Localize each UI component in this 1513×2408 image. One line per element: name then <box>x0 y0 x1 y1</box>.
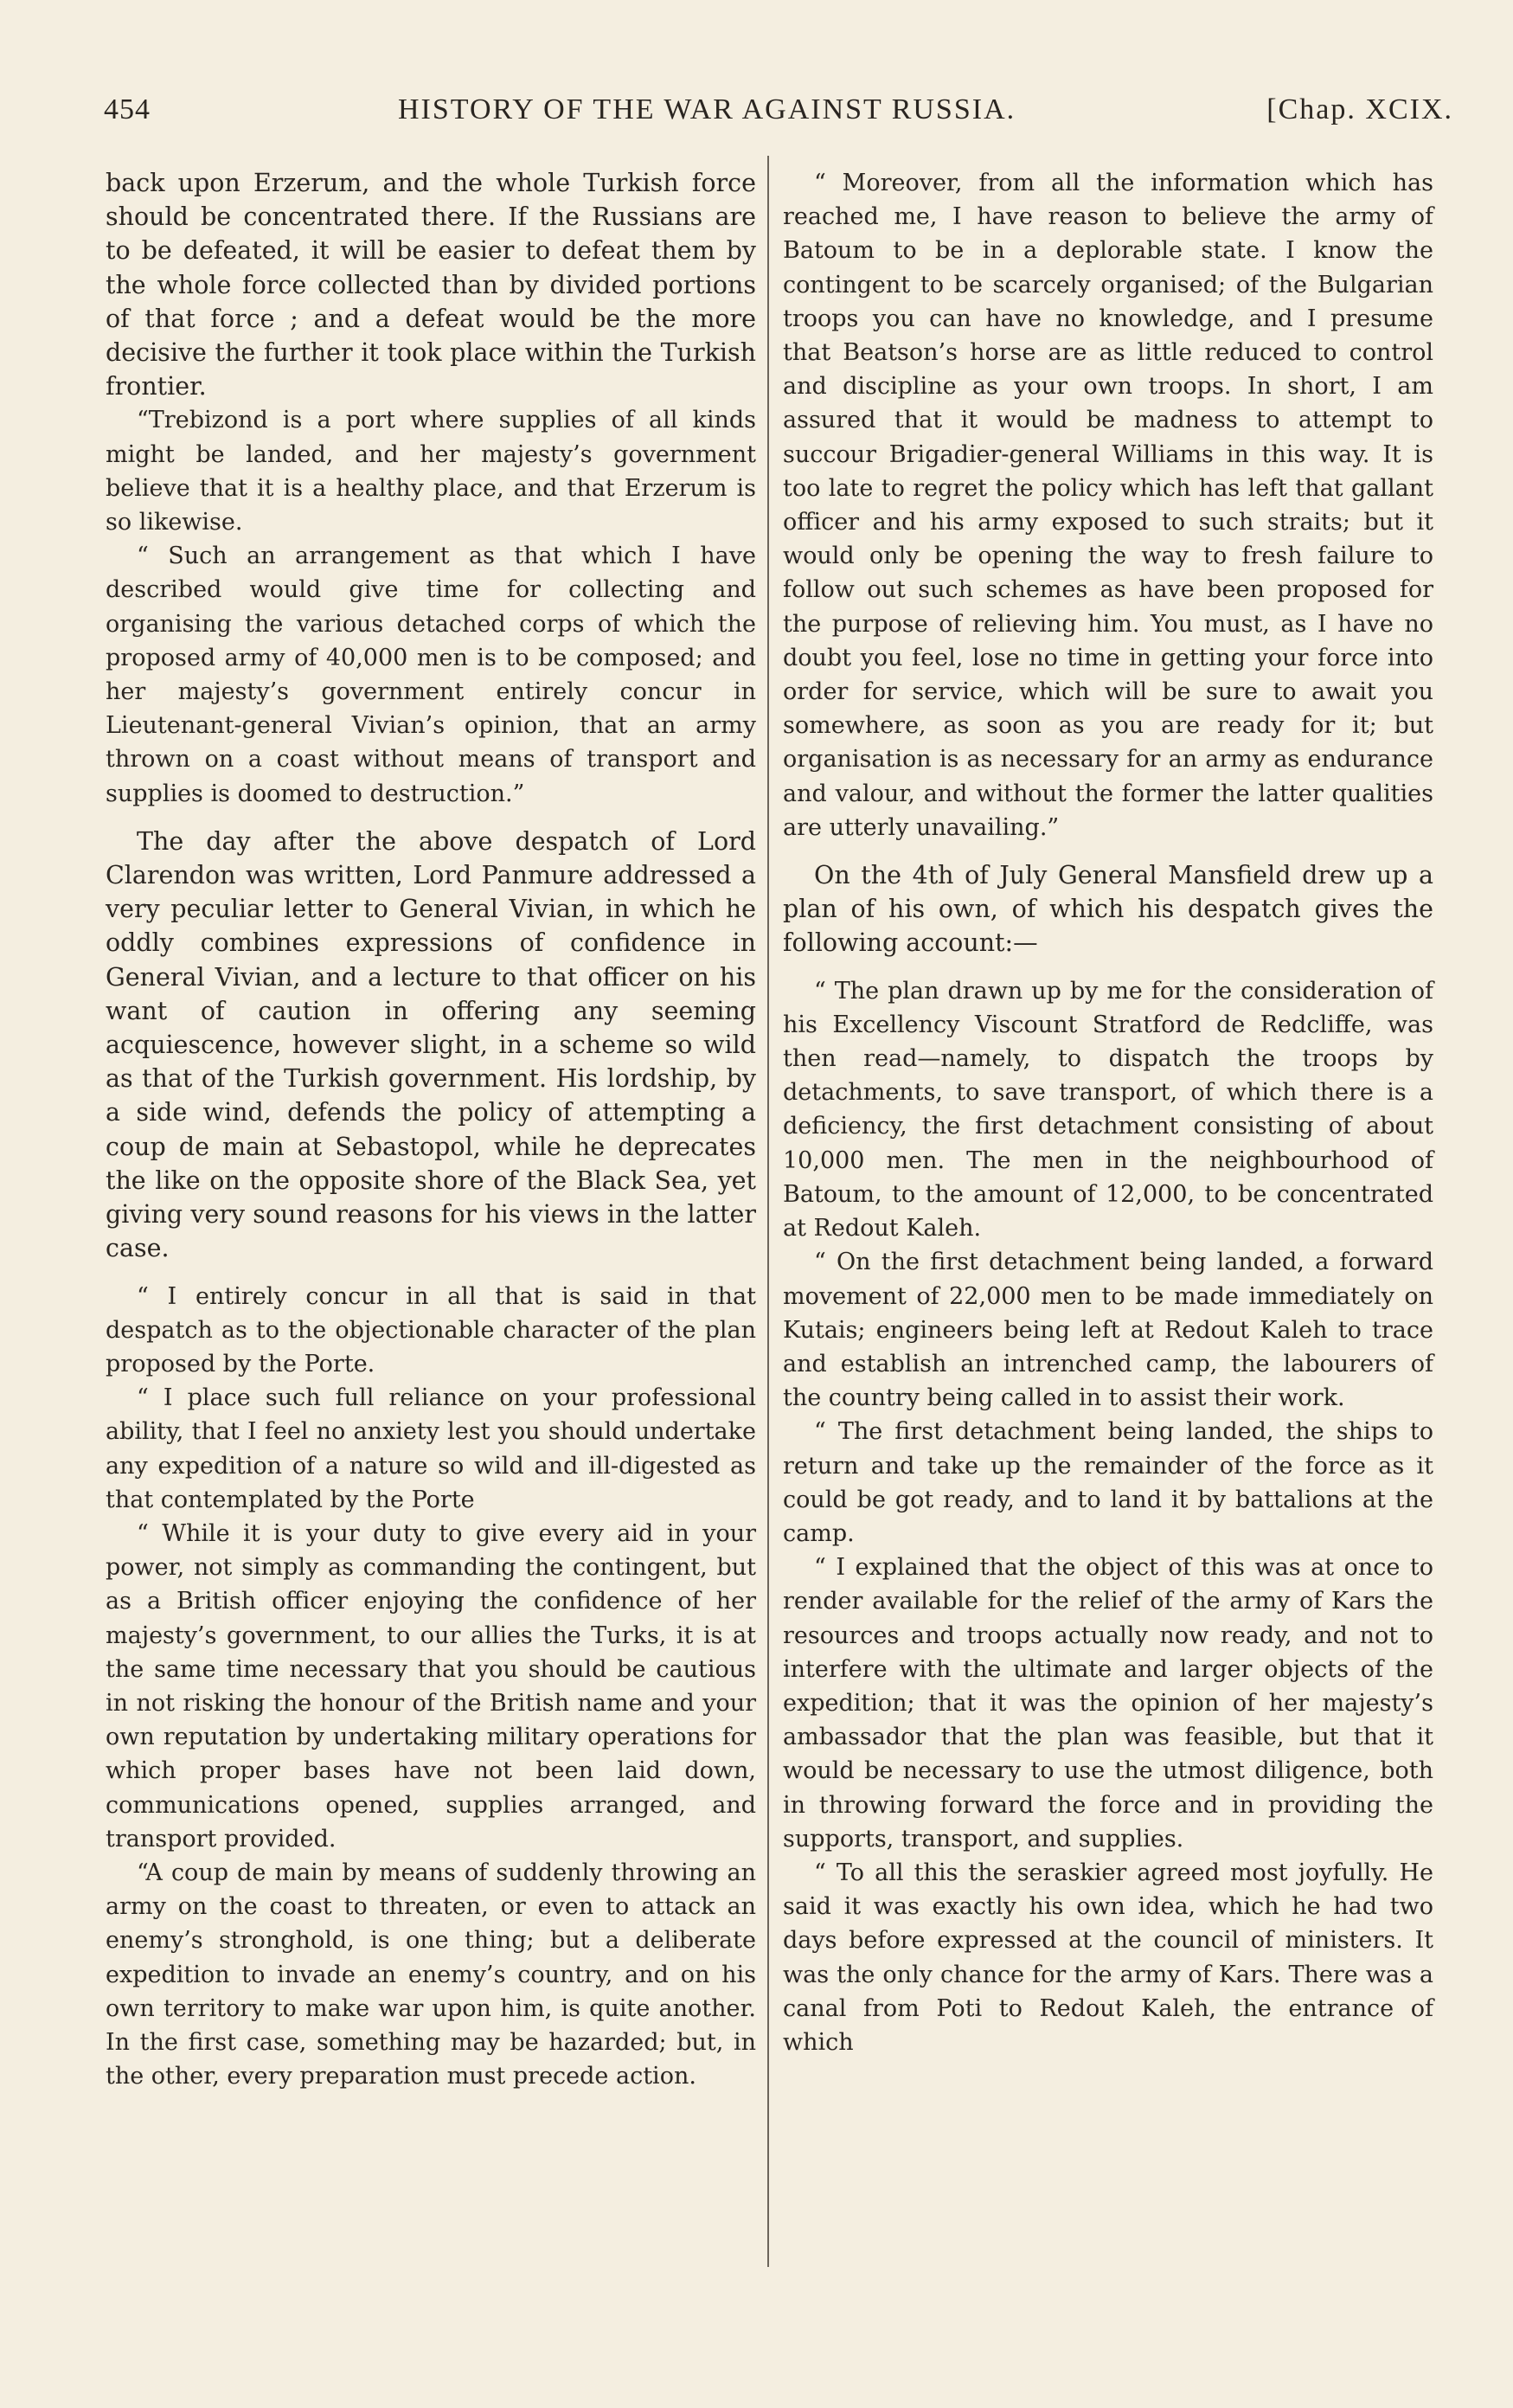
paragraph: “ I entirely concur in all that is said in that despatch as to the objectionable character of the plan proposed by the Porte. <box>106 1282 756 1377</box>
paragraph: “ While it is your duty to give every aid in your power, not simply as commanding the contingent, but as a British officer enjoying the confidence of her majesty’s government, to our allies the Turks, it is at the same time necessary that you should be cautious in not risking the honour of the British name and your own reputation by undertaking military operations for which proper bases have not been laid down, communications opened, supplies arranged, and transport provided. <box>106 1519 756 1853</box>
paragraph: “A coup de main by means of suddenly throwing an army on the coast to threaten, or even to attack an enemy’s stronghold, is one thing; but a deliberate expedition to invade an enemy’s country, and on his own territory to make war upon him, is quite another. In the first case, something may be hazarded; but, in the other, every preparation must precede action. <box>106 1859 756 2090</box>
paragraph: On the 4th of July General Mansfield drew up a plan of his own, of which his despatch gives the following account:— <box>783 861 1433 958</box>
paragraph: “ I place such full reliance on your professional ability, that I feel no anxiety lest you should undertake any expedition of a nature so wild and ill-digested as that contemplated by the Porte <box>106 1384 756 1513</box>
paragraph: The day after the above despatch of Lord Clarendon was written, Lord Panmure addressed a very peculiar letter to General Vivian, in which he oddly combines expressions of confidence in General Vivian, and a lecture to that officer on his want of caution in offering any seeming acquiescence, however slight, in a scheme so wild as that of the Turkish government. His lordship, by a side wind, defends the policy of attempting a coup de main at Sebastopol, while he deprecates the like on the opposite shore of the Black Sea, yet giving very sound reasons for his views in the latter case. <box>106 826 756 1263</box>
chapter-label: [Chap. XCIX. <box>1266 93 1453 125</box>
paragraph: “ I explained that the object of this was at once to render available for the relief of the army of Kars the resources and troops actually now ready, and not to interfere with the ultimate and larger objects of the expedition; that it was the opinion of her majesty’s ambassador that the plan was feasible, but that it would be necessary to use the utmost diligence, both in throwing forward the force and in providing the supports, transport, and supplies. <box>783 1554 1433 1853</box>
left-column <box>106 166 756 2093</box>
paragraph: “ Moreover, from all the information which has reached me, I have reason to believe the army of Batoum to be in a deplorable state. I know the contingent to be scarcely organised; of the Bulgarian troops you can have no knowledge, and I presume that Beatson’s horse are as little reduced to control and discipline as your own troops. In short, I am assured that it would be madness to attempt to succour Brigadier-general Williams in this way. It is too late to regret the policy which has left that gallant officer and his army exposed to such straits; but it would only be opening the way to fresh failure to follow out such schemes as have been proposed for the purpose of relieving him. You must, as I have no doubt you feel, lose no time in getting your force into order for service, which will be sure to await you somewhere, as soon as you are ready for it; but organisation is as necessary for an army as endurance and valour, and without the former the latter qualities are utterly unavailing.” <box>783 170 1433 841</box>
paragraph: “ To all this the seraskier agreed most joyfully. He said it was exactly his own idea, which he had two days before expressed at the council of ministers. It was the only chance for the army of Kars. There was a canal from Poti to Redout Kaleh, the entrance of which <box>783 1859 1433 2056</box>
right-column <box>783 166 1433 2059</box>
page-number: 454 <box>104 93 151 125</box>
paragraph: “ The plan drawn up by me for the consideration of his Excellency Viscount Stratford de Redcliffe, was then read—namely, to dispatch the troops by detachments, to save transport, of which there is a deficiency, the first detachment consisting of about 10,000 men. The men in the neighbourhood of Batoum, to the amount of 12,000, to be concentrated at Redout Kaleh. <box>783 977 1433 1243</box>
running-header <box>104 93 1453 137</box>
paragraph: “ Such an arrangement as that which I have described would give time for collecting and organising the various detached corps of which the proposed army of 40,000 men is to be composed; and her majesty’s government entirely concur in Lieutenant-general Vivian’s opinion, that an army thrown on a coast without means of transport and supplies is doomed to destruction.” <box>106 543 756 807</box>
paragraph: “ The first detachment being landed, the ships to return and take up the remainder of the force as it could be got ready, and to land it by battalions at the camp. <box>783 1418 1433 1547</box>
paragraph: “Trebizond is a port where supplies of all kinds might be landed, and her majesty’s government believe that it is a healthy place, and that Erzerum is so likewise. <box>106 407 756 536</box>
column-divider <box>767 156 769 2267</box>
paragraph: back upon Erzerum, and the whole Turkish force should be concentrated there. If the Russians are to be defeated, it will be easier to defeat them by the whole force collected than by divided portions of that force ; and a defeat would be the more decisive the further it took place within the Turkish frontier. <box>106 169 756 401</box>
paragraph: “ On the first detachment being landed, a forward movement of 22,000 men to be made immediately on Kutais; engineers being left at Redout Kaleh to trace and establish an intrenched camp, the labourers of the country being called in to assist their work. <box>783 1249 1433 1412</box>
running-title: HISTORY OF THE WAR AGAINST RUSSIA. <box>398 93 1016 125</box>
